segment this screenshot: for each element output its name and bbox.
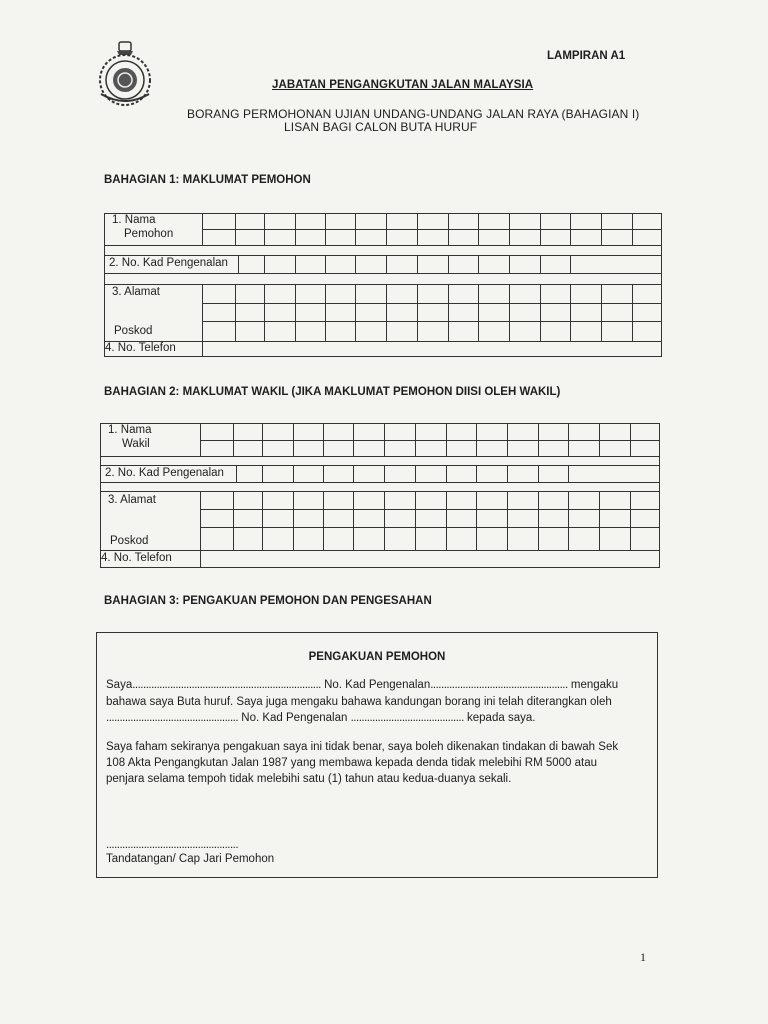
decl-name-blank[interactable]: ...................................................................... bbox=[132, 679, 321, 691]
representative-address-label: 3. Alamat bbox=[108, 494, 156, 506]
declaration-box bbox=[96, 632, 658, 878]
decl-line2: bahawa saya Buta huruf. Saya juga mengaku bahawa kandungan borang ini telah diterangkan oleh bbox=[106, 696, 612, 708]
declaration-title: PENGAKUAN PEMOHON bbox=[308, 651, 446, 663]
decl-para2-line1: Saya faham sekiranya pengakuan saya ini tidak benar, saya boleh dikenakan tindakan di bawah Sek bbox=[106, 741, 619, 753]
applicant-address-input[interactable] bbox=[202, 284, 662, 341]
applicant-address-label: 3. Alamat bbox=[112, 286, 160, 298]
applicant-ic-label: 2. No. Kad Pengenalan bbox=[109, 257, 228, 269]
form-title-line2: LISAN BAGI CALON BUTA HURUF bbox=[284, 120, 478, 134]
signature-label: Tandatangan/ Cap Jari Pemohon bbox=[106, 853, 275, 865]
appendix-label: LAMPIRAN A1 bbox=[547, 50, 626, 62]
representative-phone-input[interactable] bbox=[200, 550, 660, 568]
section1-form bbox=[104, 213, 662, 357]
page-number: 1 bbox=[640, 950, 646, 964]
applicant-phone-input[interactable] bbox=[202, 341, 662, 357]
decl-mengaku: mengaku bbox=[570, 679, 619, 691]
decl-ic-blank-2[interactable]: .......................................... bbox=[350, 712, 464, 724]
representative-phone-label: 4. No. Telefon bbox=[101, 552, 172, 564]
representative-ic-label: 2. No. Kad Pengenalan bbox=[105, 467, 224, 479]
section2-heading: BAHAGIAN 2: MAKLUMAT WAKIL (JIKA MAKLUMAT PEMOHON DIISI OLEH WAKIL) bbox=[104, 386, 561, 398]
applicant-postcode-label: Poskod bbox=[114, 325, 153, 337]
decl-para2-line3: penjara selama tempoh tidak melebihi satu (1) tahun atau kedua-duanya sekali. bbox=[106, 773, 512, 785]
decl-para2-line2: 108 Akta Pengangkutan Jalan 1987 yang membawa kepada denda tidak melebihi RM 5000 atau bbox=[106, 757, 598, 769]
section2-form bbox=[100, 423, 660, 568]
decl-saya: Saya bbox=[106, 679, 133, 691]
applicant-ic-input[interactable] bbox=[238, 255, 662, 273]
applicant-phone-label: 4. No. Telefon bbox=[105, 342, 176, 354]
section1-heading: BAHAGIAN 1: MAKLUMAT PEMOHON bbox=[104, 174, 311, 186]
applicant-name-label: 1. Nama bbox=[112, 214, 156, 226]
applicant-name-input[interactable] bbox=[202, 213, 662, 245]
decl-representative-blank[interactable]: ................................................. bbox=[106, 712, 239, 724]
decl-ic-label: No. Kad Pengenalan bbox=[324, 679, 431, 691]
decl-ic-blank[interactable]: ................................................... bbox=[430, 679, 568, 691]
signature-line[interactable]: ................................................. bbox=[106, 839, 239, 851]
representative-name-input[interactable] bbox=[200, 423, 660, 456]
applicant-name-label-2: Pemohon bbox=[124, 228, 174, 240]
jpj-crest-logo bbox=[95, 40, 155, 108]
section3-heading: BAHAGIAN 3: PENGAKUAN PEMOHON DAN PENGESAHAN bbox=[104, 595, 432, 607]
form-title-line1: BORANG PERMOHONAN UJIAN UNDANG-UNDANG JALAN RAYA (BAHAGIAN I) bbox=[187, 107, 640, 121]
representative-name-label-2: Wakil bbox=[122, 438, 150, 450]
representative-ic-input[interactable] bbox=[236, 465, 660, 482]
decl-ic-label-2: No. Kad Pengenalan bbox=[241, 712, 348, 724]
representative-postcode-label: Poskod bbox=[110, 535, 149, 547]
decl-kepada: kepada saya. bbox=[467, 712, 536, 724]
representative-address-input[interactable] bbox=[200, 491, 660, 550]
department-title: JABATAN PENGANGKUTAN JALAN MALAYSIA bbox=[272, 79, 534, 91]
representative-name-label: 1. Nama bbox=[108, 424, 152, 436]
